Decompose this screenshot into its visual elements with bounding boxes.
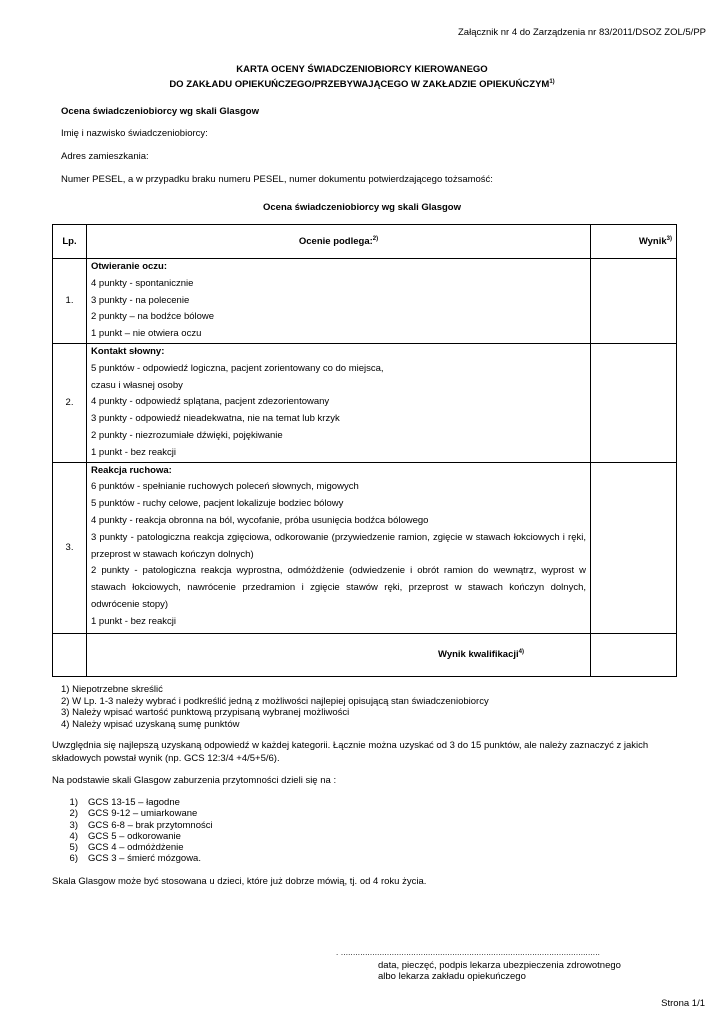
table-row xyxy=(53,462,677,633)
patient-id-label: Numer PESEL, a w przypadku braku numeru PESEL, numer dokumentu potwierdzającego tożsamość: xyxy=(61,174,493,185)
footnotes xyxy=(61,684,489,730)
title-footnote-ref: 1) xyxy=(549,79,555,85)
scoring-note: Uwzględnia się najlepszą uzyskaną odpowiedź w każdej kategorii. Łącznie można uzyskać od 3 do 15 punktów, ale należy zaznaczyć z jakich składowych powstał wynik (np. GCS 12:3/4 +4/5+5/6). xyxy=(52,740,649,764)
list-item: 5) GCS 4 – odmóżdżenie xyxy=(69,842,184,854)
criteria-heading: Otwieranie oczu: xyxy=(91,261,168,272)
criteria-option: 3 punkty - na polecenie xyxy=(91,294,190,306)
result-input-cell[interactable] xyxy=(591,462,677,633)
criteria-option: czasu i własnej osoby xyxy=(91,379,183,391)
criteria-option: 2 punkty - patologiczna reakcja wyprostna, odmóżdżenie (odwiedzenie i obrót ramion do wewnątrz, wyprost w stawach łokciowych, nawrócenie przedramion i zgięcie stawów ręki, przeprost w stawach kończyn dolnych, odwrócenie stopy) xyxy=(91,565,586,610)
page-number: Strona 1/1 xyxy=(661,998,705,1009)
gcs-intro: Na podstawie skali Glasgow zaburzenia przytomności dzieli się na : xyxy=(52,775,337,786)
footnote: 3) Należy wpisać wartość punktową przypisaną wybranej możliwości xyxy=(61,707,350,718)
criteria-option: 4 punkty - odpowiedź splątana, pacjent zdezorientowany xyxy=(91,396,330,408)
criteria-cell-verbal xyxy=(87,343,591,462)
result-input-cell[interactable] xyxy=(591,343,677,462)
criteria-cell-eyes xyxy=(87,259,591,344)
column-header-subject: Ocenie podlega:$^{2)}$ xyxy=(87,225,591,259)
criteria-option: 2 punkty – na bodźce bólowe xyxy=(91,311,215,323)
attachment-header: Załącznik nr 4 do Zarządzenia nr 83/2011/DSOZ ZOL/5/PP xyxy=(458,27,706,38)
signature-line: . ........................................................................................................... xyxy=(336,948,601,957)
criteria-option: 1 punkt - bez reakcji xyxy=(91,615,177,627)
criteria-option: 1 punkt – nie otwiera oczu xyxy=(91,328,202,340)
criteria-option: 6 punktów - spełnianie ruchowych poleceń słownych, migowych xyxy=(91,481,359,493)
criteria-option: 4 punkty - reakcja obronna na ból, wycofanie, próba usunięcia bodźca bólowego xyxy=(91,514,429,526)
qualification-result-cell[interactable] xyxy=(591,633,677,676)
row-number: 1. xyxy=(53,259,87,344)
criteria-heading: Reakcja ruchowa: xyxy=(91,464,172,476)
document-title-line2 xyxy=(0,79,724,90)
table-row xyxy=(53,259,677,344)
empty-lp-cell xyxy=(53,633,87,676)
list-item: 1) GCS 13-15 – łagodne xyxy=(69,797,180,808)
section-subtitle: Ocena świadczeniobiorcy wg skali Glasgow xyxy=(61,106,259,117)
column-header-result: Wynik$^{3)}$ xyxy=(591,225,677,259)
criteria-option: 1 punkt - bez reakcji xyxy=(91,446,177,458)
qualification-row xyxy=(53,633,677,676)
list-item: 2) GCS 9-12 – umiarkowane xyxy=(69,808,198,820)
criteria-cell-motor xyxy=(87,462,591,633)
footnote: 4) Należy wpisać uzyskaną sumę punktów xyxy=(61,718,240,730)
criteria-option: 5 punktów - ruchy celowe, pacjent lokalizuje bodziec bólowy xyxy=(91,498,344,510)
row-number: 2. xyxy=(53,343,87,462)
criteria-option: 2 punkty - niezrozumiałe dźwięki, pojękiwanie xyxy=(91,429,283,441)
gcs-list xyxy=(52,797,213,865)
footnote: 2) W Lp. 1-3 należy wybrać i podkreślić jedną z możliwości najlepiej opisującą stan świadczeniobiorcy xyxy=(61,695,489,707)
glasgow-scale-table xyxy=(52,224,677,677)
list-item: 6) GCS 3 – śmierć mózgowa. xyxy=(69,853,201,865)
title-text: DO ZAKŁADU OPIEKUŃCZEGO/PRZEBYWAJĄCEGO W ZAKŁADZIE OPIEKUŃCZYM xyxy=(169,79,550,91)
table-header-row xyxy=(53,225,677,259)
criteria-option: 5 punktów - odpowiedź logiczna, pacjent zorientowany co do miejsca, xyxy=(91,362,384,374)
criteria-heading: Kontakt słowny: xyxy=(91,345,165,357)
table-title: Ocena świadczeniobiorcy wg skali Glasgow xyxy=(263,202,461,213)
result-input-cell[interactable] xyxy=(591,259,677,344)
criteria-option: 4 punkty - spontanicznie xyxy=(91,277,194,289)
qualification-label: Wynik kwalifikacji$^{4)}$ xyxy=(87,633,591,676)
document-title-line1: KARTA OCENY ŚWIADCZENIOBIORCY KIEROWANEGO xyxy=(236,64,488,75)
criteria-option: 3 punkty - odpowiedź nieadekwatna, nie na temat lub krzyk xyxy=(91,413,340,425)
table-row xyxy=(53,343,677,462)
patient-address-label: Adres zamieszkania: xyxy=(61,151,149,162)
row-number: 3. xyxy=(53,462,87,633)
signature-caption-line2: albo lekarza zakładu opiekuńczego xyxy=(378,971,526,982)
signature-caption-line1: data, pieczęć, podpis lekarza ubezpieczenia zdrowotnego xyxy=(378,960,621,971)
criteria-option: 3 punkty - patologiczna reakcja zgięciowa, odkorowanie (przywiedzenie ramion, zgięcie w stawach łokciowych i ręki, przeprost w stawach kończyn dolnych) xyxy=(91,531,586,560)
column-header-lp: Lp. xyxy=(53,225,87,259)
patient-name-label: Imię i nazwisko świadczeniobiorcy: xyxy=(61,128,208,139)
footnote: 1) Niepotrzebne skreślić xyxy=(61,684,163,695)
list-item: 3) GCS 6-8 – brak przytomności xyxy=(69,819,213,831)
children-note: Skala Glasgow może być stosowana u dzieci, które już dobrze mówią, tj. od 4 roku życia. xyxy=(52,876,427,887)
list-item: 4) GCS 5 – odkorowanie xyxy=(69,830,181,842)
